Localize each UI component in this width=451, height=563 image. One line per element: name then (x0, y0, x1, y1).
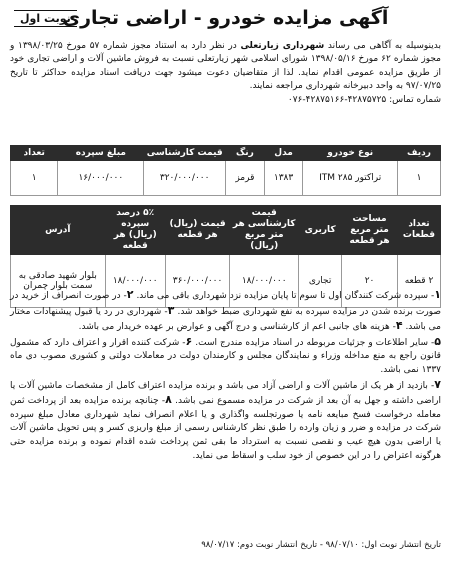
table-header: نوع خودرو (303, 146, 398, 161)
table-cell: ۱ (398, 161, 441, 196)
table-cell: ۱ (11, 161, 58, 196)
table-cell: ۱۸/۰۰۰/۰۰۰ (105, 255, 165, 308)
table-cell: ۲۰ (342, 255, 398, 308)
table-header: مبلغ سپرده (58, 146, 144, 161)
conditions-block (10, 288, 441, 463)
condition-text: - در صورت انصراف از خرید در صورت برنده شدن در مزایده سپرده به نفع شهرداری ضبط خواهد شد. (10, 291, 441, 317)
intro-paragraph (10, 40, 441, 107)
table-row (11, 161, 441, 196)
condition-text: - بازدید از هر یک از ماشین آلات و اراضی آزاد می باشد و برنده مزایده اعتراف کامل از مشخصات ماشین آلات یا اراضی داشته و جهل به آن بعد از شرکت در مزایده مسموع نمی باشد. (10, 380, 441, 407)
condition-number: ۴ (395, 319, 403, 333)
table-cell: ۱۸/۰۰۰/۰۰۰ (230, 255, 299, 308)
table-cell: ۳۲۰/۰۰۰/۰۰۰ (144, 161, 226, 196)
condition-number: ۵ (434, 334, 441, 348)
vehicle-table (10, 145, 441, 196)
intro-text-2: در نظر دارد به استناد مجوز شماره ۵۷ مورخ ۱۳۹۸/۰۳/۲۵ و مجوز شماره ۶۲ مورخ ۱۳۹۸/۰۵/۱۶ شورای اسلامی شهر زیارتعلی نسبت به فروش ماشین آلات و اراضی تجاری خود از طریق مزایده عمومی اقدام نماید. لذا از متقاضیان دعوت میشود جهت دریافت اسناد مزایده حداکثر تا تاریخ ۹۷/۰۷/۲۵ به واحد دبیرخانه شهرداری مراجعه نمایند. (10, 41, 441, 92)
condition-text: - سایر اطلاعات و جزئیات مربوطه در اسناد مزایده مندرج است. (195, 337, 435, 348)
intro-text-1: بدینوسیله به آگاهی می رساند (324, 41, 441, 51)
table-header: قیمت (ریال) هر قطعه (165, 206, 230, 255)
table-header-row (11, 146, 441, 161)
table-header-row (11, 206, 441, 255)
table-header: ردیف (398, 146, 441, 161)
condition-number: ۱ (434, 288, 441, 301)
table-cell: تراکتور ITM ۲۸۵ (303, 161, 398, 196)
table-cell: ۳۶۰/۰۰۰/۰۰۰ (165, 255, 230, 308)
table-cell: بلوار شهید صادقی به سمت بلوار چمران (11, 255, 106, 308)
condition-number: ۶ (185, 334, 193, 348)
table-cell: ۲ قطعه (398, 255, 441, 308)
page-title: آگهی مزایده خودرو - اراضی تجاری (62, 7, 389, 29)
table-header: ۵٪ درصد سپرده (ریال) هر قطعه (105, 206, 165, 255)
publication-stamp: نوبت اول (14, 10, 77, 27)
condition-text: - شرکت کننده اقرار و اعتراف دارد که مشمول قانون راجع به منع مداخله وزراء و نمایندگان مجلس و کارمندان دولت در معاملات دولتی و کشوری مصوب دی ماه ۱۳۳۷ نمی باشد. (10, 337, 441, 375)
phone-line: شماره تماس: ۴۲۸۷۵۷۲۵-۴۲۸۷۵۱۶۶-۰۷۶ (287, 94, 441, 105)
table-header: قیمت کارشناسی (144, 146, 226, 161)
table-cell: ۱۳۸۳ (264, 161, 303, 196)
table-cell: قرمز (226, 161, 265, 196)
table-header: تعداد قطعات (398, 206, 441, 255)
condition-text: - سپرده شرکت کنندگان اول تا سوم تا پایان مزایده نزد شهرداری باقی می ماند. (136, 291, 435, 301)
condition-number: ۲ (126, 288, 134, 301)
table-header: مساحت متر مربع هر قطعه (342, 206, 398, 255)
condition-text: - هزینه های جانبی اعم از کارشناسی و درج آگهی و عوارض بر عهده خریدار می باشد. (78, 322, 396, 333)
table-header: رنگ (226, 146, 265, 161)
condition-text: - شهرداری در رد یا قبول پیشنهادات مختار می باشد. (10, 306, 441, 333)
condition-text: - چنانچه برنده مزایده بعد از پرداخت ثمن معامله درخواست فسخ مبایعه نامه یا صورتجلسه واگذاری و یا اعلام انصراف نماید شهرداری معادل مبلغ سپرده شرکت در مزایده و ضرر و زیان وارده را طبق نظر کارشناس رسمی از مبلغ واریزی کسر و پس تحویل ماشین آلات یا اراضی بدون هیچ عیب و نقصی نسبت به استرداد ما بقی ثمن پرداخت شده اقدام نموده و برنده مزایده حتی هرگونه اعتراض را در این خصوص از خود سلب و اسقاط می نماید. (10, 396, 441, 461)
condition-number: ۷ (434, 377, 441, 391)
municipality-name: شهرداری زیارتعلی (240, 41, 325, 51)
table-cell: تجاری (299, 255, 342, 308)
condition-number: ۳ (167, 303, 175, 317)
table-header: قیمت کارشناسی هر متر مربع (ریال) (230, 206, 299, 255)
table-header: تعداد (11, 146, 58, 161)
publication-dates: تاریخ انتشار نوبت اول: ۹۸/۰۷/۱۰ - تاریخ انتشار نوبت دوم: ۹۸/۰۷/۱۷ (201, 540, 441, 550)
condition-number: ۸ (165, 393, 172, 407)
table-header: مدل (264, 146, 303, 161)
table-header: کاربری (299, 206, 342, 255)
table-header: آدرس (11, 206, 106, 255)
table-cell: ۱۶/۰۰۰/۰۰۰ (58, 161, 144, 196)
